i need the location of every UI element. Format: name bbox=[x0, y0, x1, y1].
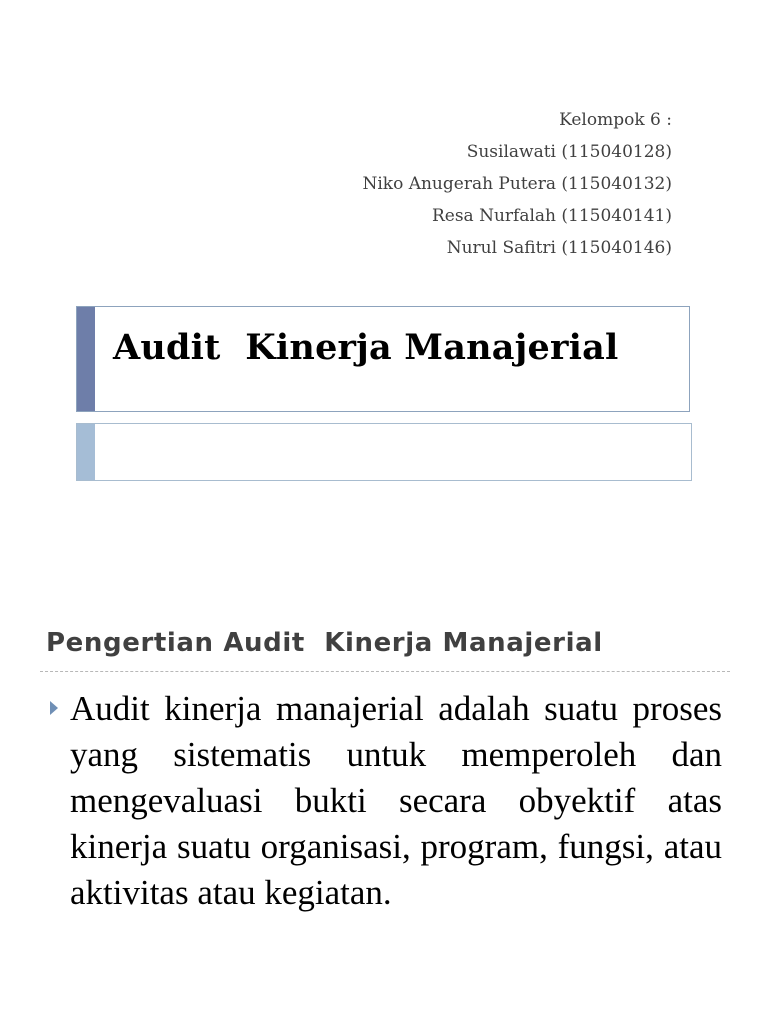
bullet-arrow-icon bbox=[50, 701, 58, 715]
title-box bbox=[76, 306, 690, 412]
member-3: Resa Nurfalah (115040141) bbox=[431, 206, 672, 226]
group-members bbox=[362, 104, 672, 264]
subtitle-box bbox=[76, 423, 692, 481]
slide-title: Audit Kinerja Manajerial bbox=[113, 327, 619, 368]
section-title: Pengertian Audit Kinerja Manajerial bbox=[46, 628, 603, 658]
subtitle-accent-bar bbox=[77, 424, 95, 480]
member-1: Susilawati (115040128) bbox=[466, 142, 672, 162]
bullet-text: Audit kinerja manajerial adalah suatu proses yang sistematis untuk memperoleh dan mengevaluasi bukti secara obyektif atas kinerja suatu organisasi, program, fungsi, atau aktivitas atau kegiatan. bbox=[70, 689, 722, 912]
member-4: Nurul Safitri (115040146) bbox=[446, 238, 672, 258]
section-divider bbox=[40, 671, 730, 672]
member-2: Niko Anugerah Putera (115040132) bbox=[362, 174, 672, 194]
title-accent-bar bbox=[77, 307, 95, 411]
group-heading: Kelompok 6 : bbox=[559, 110, 672, 130]
